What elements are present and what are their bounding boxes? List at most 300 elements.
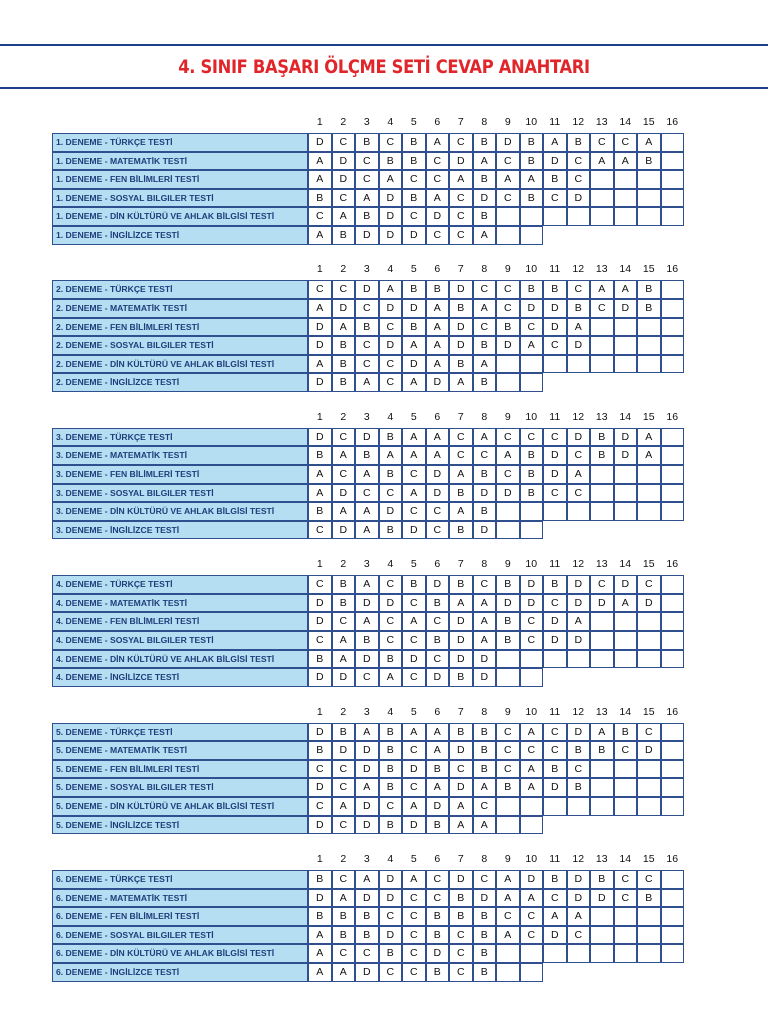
test-label: 2. DENEME - SOSYAL BILGILER TESTİ <box>52 336 308 355</box>
question-number: 7 <box>457 853 464 865</box>
answer-cell: D <box>379 336 403 355</box>
answer-cell: B <box>449 484 473 503</box>
answer-cell: A <box>402 336 426 355</box>
answer-cell: A <box>355 612 379 631</box>
answer-cell: C <box>308 631 332 650</box>
answer-cell: A <box>449 170 473 189</box>
answer-cell <box>614 926 638 945</box>
answer-cell: D <box>379 926 403 945</box>
page-title: 4. SINIF BAŞARI ÖLÇME SETİ CEVAP ANAHTARI <box>178 56 590 78</box>
answer-cell: A <box>355 778 379 797</box>
answer-cell <box>614 355 638 374</box>
answer-cell: D <box>332 521 356 540</box>
question-number: 15 <box>642 558 655 571</box>
answer-cell: C <box>332 944 356 963</box>
answer-cell: C <box>496 741 520 760</box>
answer-cell: A <box>449 502 473 521</box>
answer-cell: D <box>426 207 450 226</box>
answer-cell: B <box>473 963 497 982</box>
question-number: 5 <box>410 263 417 276</box>
answer-cell: D <box>308 373 332 392</box>
answer-cell: D <box>332 668 356 687</box>
answer-cell: B <box>567 741 591 760</box>
answer-cell: B <box>473 336 497 355</box>
answer-cell: D <box>355 428 379 447</box>
answer-cell: A <box>496 170 520 189</box>
answer-cell <box>661 778 685 797</box>
answer-cell: D <box>308 428 332 447</box>
answer-cell: A <box>520 760 544 779</box>
question-number: 1 <box>316 410 323 423</box>
test-label: 1. DENEME - TÜRKÇE TESTİ <box>52 133 308 152</box>
answer-cell: C <box>543 336 567 355</box>
question-number: 14 <box>619 705 632 718</box>
answer-cell: B <box>332 907 356 926</box>
answer-cell <box>614 778 638 797</box>
answer-cell: C <box>332 870 356 889</box>
test-label: 1. DENEME - MATEMATİK TESTİ <box>52 152 308 171</box>
answer-cell: D <box>379 226 403 245</box>
answer-cell: C <box>379 575 403 594</box>
answer-cell: D <box>567 870 591 889</box>
answer-cell <box>661 889 685 908</box>
question-number: 7 <box>457 116 464 128</box>
answer-cell: A <box>426 355 450 374</box>
answer-cell <box>590 189 614 208</box>
test-label: 6. DENEME - FEN BİLİMLERİ TESTİ <box>52 907 308 926</box>
answer-cell: A <box>332 650 356 669</box>
answer-cell: B <box>543 280 567 299</box>
answer-cell: C <box>520 631 544 650</box>
question-number: 13 <box>595 705 608 718</box>
answer-cell: D <box>543 152 567 171</box>
answer-cell: C <box>402 741 426 760</box>
answer-cell <box>520 373 544 392</box>
answer-cell: B <box>402 575 426 594</box>
answer-cell: D <box>567 428 591 447</box>
answer-cell <box>614 502 638 521</box>
answer-cell: A <box>332 797 356 816</box>
answer-cell <box>590 502 614 521</box>
answer-cell: D <box>567 631 591 650</box>
answer-cell: C <box>402 963 426 982</box>
answer-cell: A <box>520 336 544 355</box>
answer-cell <box>614 318 638 337</box>
answer-cell: B <box>567 778 591 797</box>
answer-cell <box>637 355 661 374</box>
answer-cell: C <box>543 741 567 760</box>
answer-cell <box>637 318 661 337</box>
answer-cell <box>614 170 638 189</box>
answer-cell <box>567 207 591 226</box>
answer-cell: A <box>355 521 379 540</box>
answer-cell: C <box>496 723 520 742</box>
answer-cell: B <box>402 189 426 208</box>
answer-cell: C <box>496 152 520 171</box>
answer-cell: B <box>473 926 497 945</box>
test-label: 3. DENEME - İNGİLİZCE TESTİ <box>52 521 308 540</box>
answer-cell <box>661 280 685 299</box>
answer-cell: C <box>543 484 567 503</box>
answer-cell: B <box>402 133 426 152</box>
answer-cell <box>590 484 614 503</box>
answer-cell: D <box>449 336 473 355</box>
answer-cell: B <box>379 152 403 171</box>
question-number: 4 <box>387 853 394 865</box>
answer-cell: C <box>543 189 567 208</box>
question-number: 9 <box>504 263 511 276</box>
answer-cell: D <box>473 521 497 540</box>
question-number: 2 <box>340 705 347 718</box>
answer-cell: B <box>473 723 497 742</box>
answer-cell: B <box>543 575 567 594</box>
answer-cell: B <box>379 428 403 447</box>
answer-cell: C <box>332 760 356 779</box>
answer-cell: C <box>332 133 356 152</box>
answer-cell: B <box>590 741 614 760</box>
answer-cell <box>637 944 661 963</box>
answer-cell: A <box>449 816 473 835</box>
question-number: 15 <box>642 116 655 128</box>
answer-cell: C <box>496 299 520 318</box>
answer-cell: C <box>496 760 520 779</box>
answer-cell: A <box>332 631 356 650</box>
answer-cell <box>590 760 614 779</box>
answer-cell: C <box>308 760 332 779</box>
answer-cell: A <box>426 723 450 742</box>
question-number: 4 <box>387 263 394 276</box>
answer-cell <box>661 907 685 926</box>
answer-cell: D <box>426 797 450 816</box>
answer-cell: C <box>496 907 520 926</box>
answer-cell: A <box>426 133 450 152</box>
answer-cell: D <box>567 723 591 742</box>
answer-cell: D <box>355 889 379 908</box>
answer-cell: B <box>590 870 614 889</box>
answer-cell: A <box>308 226 332 245</box>
answer-cell: C <box>614 889 638 908</box>
question-number: 1 <box>316 853 323 865</box>
question-number: 15 <box>642 410 655 423</box>
answer-cell: C <box>614 133 638 152</box>
answer-cell: A <box>308 926 332 945</box>
answer-cell: C <box>449 963 473 982</box>
answer-cell: A <box>379 170 403 189</box>
answer-cell: C <box>590 299 614 318</box>
answer-cell: D <box>379 299 403 318</box>
answer-cell <box>614 189 638 208</box>
answer-cell: C <box>449 944 473 963</box>
answer-cell: B <box>496 318 520 337</box>
question-number: 14 <box>619 263 632 276</box>
question-number: 13 <box>595 853 608 865</box>
answer-cell <box>661 612 685 631</box>
answer-cell: C <box>567 152 591 171</box>
answer-cell: A <box>520 889 544 908</box>
question-number: 5 <box>410 410 417 423</box>
answer-cell: D <box>355 816 379 835</box>
question-number: 14 <box>619 116 632 128</box>
question-number: 5 <box>410 705 417 718</box>
answer-cell: C <box>567 484 591 503</box>
answer-cell <box>637 778 661 797</box>
test-label: 4. DENEME - DİN KÜLTÜRÜ VE AHLAK BİLGİSİ TESTİ <box>52 650 308 669</box>
answer-cell: B <box>520 484 544 503</box>
answer-cell: A <box>473 612 497 631</box>
answer-cell: A <box>614 594 638 613</box>
answer-cell: B <box>379 650 403 669</box>
answer-cell: C <box>379 318 403 337</box>
answer-cell: D <box>402 760 426 779</box>
answer-cell: A <box>308 152 332 171</box>
answer-cell: C <box>520 428 544 447</box>
answer-cell: B <box>332 723 356 742</box>
answer-cell: A <box>614 152 638 171</box>
answer-cell <box>637 502 661 521</box>
answer-cell: C <box>543 723 567 742</box>
answer-cell <box>661 355 685 374</box>
answer-cell: A <box>332 446 356 465</box>
answer-cell: D <box>402 355 426 374</box>
answer-cell: B <box>567 133 591 152</box>
question-number: 10 <box>525 705 538 718</box>
question-number: 12 <box>572 558 585 571</box>
answer-cell: A <box>637 446 661 465</box>
answer-cell: A <box>567 907 591 926</box>
answer-cell: D <box>543 612 567 631</box>
answer-cell: C <box>308 575 332 594</box>
answer-cell <box>590 631 614 650</box>
answer-cell: D <box>426 465 450 484</box>
question-number: 5 <box>410 853 417 865</box>
answer-cell: C <box>402 926 426 945</box>
answer-cell: B <box>543 870 567 889</box>
answer-cell: A <box>567 318 591 337</box>
answer-cell: B <box>496 612 520 631</box>
question-number: 10 <box>525 116 538 128</box>
answer-cell <box>614 944 638 963</box>
question-number: 16 <box>666 705 679 718</box>
answer-cell: D <box>449 870 473 889</box>
answer-cell: D <box>332 484 356 503</box>
question-number: 11 <box>549 705 561 718</box>
answer-cell: C <box>496 189 520 208</box>
answer-cell: C <box>520 907 544 926</box>
question-number: 14 <box>619 558 632 571</box>
answer-cell: C <box>590 133 614 152</box>
answer-cell: B <box>355 318 379 337</box>
answer-cell: C <box>637 870 661 889</box>
question-number: 13 <box>595 116 608 128</box>
answer-cell: D <box>637 741 661 760</box>
answer-cell <box>520 207 544 226</box>
question-number: 7 <box>457 410 464 423</box>
answer-cell: C <box>473 870 497 889</box>
question-number: 8 <box>481 558 488 571</box>
question-number: 6 <box>434 263 441 276</box>
answer-cell <box>543 355 567 374</box>
question-number: 5 <box>410 116 417 128</box>
test-label: 1. DENEME - FEN BİLİMLERİ TESTİ <box>52 170 308 189</box>
answer-cell <box>543 502 567 521</box>
answer-cell: B <box>308 870 332 889</box>
answer-cell <box>661 336 685 355</box>
answer-cell: C <box>355 152 379 171</box>
answer-cell <box>590 318 614 337</box>
question-number: 11 <box>549 558 561 571</box>
answer-cell <box>661 318 685 337</box>
answer-cell <box>661 650 685 669</box>
answer-cell: D <box>379 870 403 889</box>
question-number: 8 <box>481 410 488 423</box>
answer-cell: D <box>332 170 356 189</box>
answer-cell: D <box>379 502 403 521</box>
answer-cell: A <box>426 428 450 447</box>
answer-cell: A <box>567 612 591 631</box>
answer-cell: D <box>520 870 544 889</box>
answer-cell <box>590 170 614 189</box>
answer-cell: A <box>473 428 497 447</box>
answer-cell: C <box>379 355 403 374</box>
answer-cell: B <box>332 355 356 374</box>
answer-cell: B <box>473 760 497 779</box>
answer-cell: C <box>567 926 591 945</box>
answer-cell: D <box>402 521 426 540</box>
answer-cell <box>614 612 638 631</box>
answer-cell: B <box>379 741 403 760</box>
answer-cell: B <box>520 280 544 299</box>
answer-cell: C <box>379 797 403 816</box>
question-number: 2 <box>340 410 347 423</box>
answer-cell: B <box>449 889 473 908</box>
answer-cell: B <box>379 723 403 742</box>
answer-cell: A <box>473 594 497 613</box>
answer-cell: D <box>449 280 473 299</box>
test-label: 4. DENEME - TÜRKÇE TESTİ <box>52 575 308 594</box>
answer-cell: B <box>590 446 614 465</box>
answer-cell <box>637 170 661 189</box>
answer-cell: D <box>637 594 661 613</box>
answer-cell: D <box>496 484 520 503</box>
answer-cell: D <box>402 226 426 245</box>
answer-cell <box>567 650 591 669</box>
answer-cell <box>661 631 685 650</box>
question-number: 3 <box>363 853 370 865</box>
question-number: 12 <box>572 853 585 865</box>
answer-cell <box>614 650 638 669</box>
answer-cell: C <box>402 668 426 687</box>
question-number: 6 <box>434 558 441 571</box>
test-label: 2. DENEME - TÜRKÇE TESTİ <box>52 280 308 299</box>
test-label: 5. DENEME - DİN KÜLTÜRÜ VE AHLAK BİLGİSİ TESTİ <box>52 797 308 816</box>
answer-cell: C <box>402 944 426 963</box>
question-number: 1 <box>316 116 323 128</box>
question-number: 12 <box>572 410 585 423</box>
answer-cell: B <box>379 760 403 779</box>
answer-cell: A <box>614 280 638 299</box>
answer-cell: D <box>308 612 332 631</box>
answer-cell: A <box>308 484 332 503</box>
answer-cell <box>614 465 638 484</box>
answer-cell: A <box>496 870 520 889</box>
answer-cell: A <box>379 280 403 299</box>
answer-cell <box>661 428 685 447</box>
question-number: 2 <box>340 263 347 276</box>
answer-cell: D <box>426 575 450 594</box>
answer-cell <box>496 521 520 540</box>
answer-cell: A <box>308 355 332 374</box>
answer-cell <box>590 465 614 484</box>
answer-cell: C <box>637 575 661 594</box>
answer-cell <box>496 944 520 963</box>
question-number: 4 <box>387 558 394 571</box>
question-number: 3 <box>363 116 370 128</box>
answer-cell: A <box>637 133 661 152</box>
answer-cell: D <box>473 650 497 669</box>
answer-cell <box>543 650 567 669</box>
answer-cell: C <box>379 907 403 926</box>
answer-cell: A <box>520 723 544 742</box>
test-label: 6. DENEME - TÜRKÇE TESTİ <box>52 870 308 889</box>
answer-cell: C <box>449 133 473 152</box>
question-number: 12 <box>572 705 585 718</box>
answer-cell: C <box>379 484 403 503</box>
question-number: 11 <box>549 263 561 276</box>
answer-cell: B <box>614 723 638 742</box>
answer-cell: A <box>473 152 497 171</box>
answer-cell: A <box>332 502 356 521</box>
question-number: 15 <box>642 705 655 718</box>
answer-cell <box>661 446 685 465</box>
question-number: 11 <box>549 410 561 423</box>
question-number: 8 <box>481 116 488 128</box>
answer-cell: B <box>426 907 450 926</box>
answer-cell: A <box>543 907 567 926</box>
answer-cell: A <box>308 299 332 318</box>
answer-cell: B <box>426 926 450 945</box>
answer-cell: A <box>496 446 520 465</box>
answer-cell: D <box>543 446 567 465</box>
question-number: 16 <box>666 853 679 865</box>
answer-cell: B <box>379 465 403 484</box>
answer-cell: D <box>355 963 379 982</box>
answer-cell: D <box>543 631 567 650</box>
answer-cell: C <box>449 226 473 245</box>
answer-cell: A <box>496 889 520 908</box>
answer-cell: D <box>614 446 638 465</box>
answer-cell: D <box>520 575 544 594</box>
answer-cell: A <box>590 152 614 171</box>
answer-cell: A <box>520 170 544 189</box>
answer-cell: D <box>567 575 591 594</box>
answer-cell: C <box>402 170 426 189</box>
answer-cell <box>590 778 614 797</box>
answer-cell: A <box>449 797 473 816</box>
answer-cell: B <box>426 280 450 299</box>
question-number: 13 <box>595 410 608 423</box>
answer-cell <box>661 594 685 613</box>
answer-cell: A <box>308 963 332 982</box>
answer-cell: A <box>426 299 450 318</box>
test-label: 4. DENEME - SOSYAL BILGILER TESTİ <box>52 631 308 650</box>
answer-cell: D <box>379 594 403 613</box>
answer-cell: A <box>402 484 426 503</box>
answer-cell: D <box>308 133 332 152</box>
answer-cell: B <box>637 280 661 299</box>
answer-cell <box>496 668 520 687</box>
answer-cell: C <box>590 575 614 594</box>
answer-cell: B <box>355 133 379 152</box>
